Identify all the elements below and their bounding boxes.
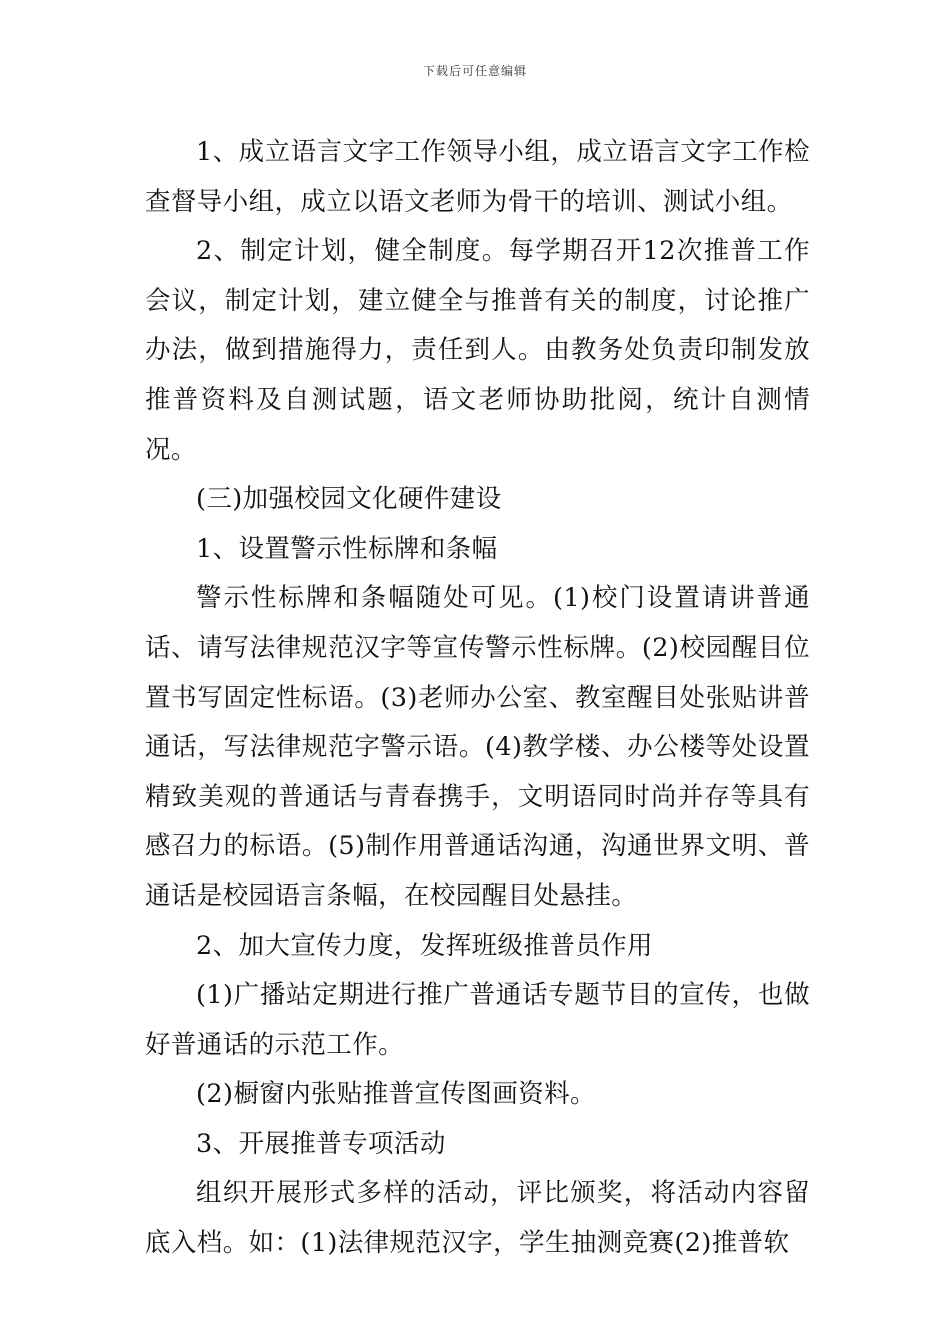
paragraph-signs: 警示性标牌和条幅随处可见。(1)校门设置请讲普通话、请写法律规范汉字等宣传警示性标牌。(2)校园醒目位置书写固定性标语。(3)老师办公室、教室醒目处张贴讲普通话，写法律规范字警示语。(4)教学楼、办公楼等处设置精致美观的普通话与青春携手，文明语同时尚并存等具有感召力的标语。(5)制作用普通话沟通，沟通世界文明、普通话是校园语言条幅，在校园醒目处悬挂。 xyxy=(145,583,810,911)
subheading-activities: 3、开展推普专项活动 xyxy=(196,1128,446,1159)
paragraph-activities: 组织开展形式多样的活动，评比颁奖，将活动内容留底入档。如：(1)法律规范汉字，学生抽测竞赛(2)推普软 xyxy=(145,1178,810,1259)
subheading-signs: 1、设置警示性标牌和条幅 xyxy=(196,533,498,564)
paragraph-2: 2、制定计划，健全制度。每学期召开12次推普工作会议，制定计划，建立健全与推普有关的制度，讨论推广办法，做到措施得力，责任到人。由教务处负责印制发放推普资料及自测试题，语文老师协助批阅，统计自测情况。 xyxy=(145,236,810,465)
paragraph-window: (2)橱窗内张贴推普宣传图画资料。 xyxy=(196,1079,596,1110)
section-heading-3: (三)加强校园文化硬件建设 xyxy=(196,484,502,515)
document-body xyxy=(145,128,810,1269)
paragraph-1: 1、成立语言文字工作领导小组，成立语言文字工作检查督导小组，成立以语文老师为骨干的培训、测试小组。 xyxy=(145,137,810,217)
paragraph-broadcast: (1)广播站定期进行推广普通话专题节目的宣传，也做好普通话的示范工作。 xyxy=(145,980,810,1060)
subheading-publicity: 2、加大宣传力度，发挥班级推普员作用 xyxy=(196,930,653,961)
page-header-note: 下载后可任意编辑 xyxy=(422,64,527,78)
